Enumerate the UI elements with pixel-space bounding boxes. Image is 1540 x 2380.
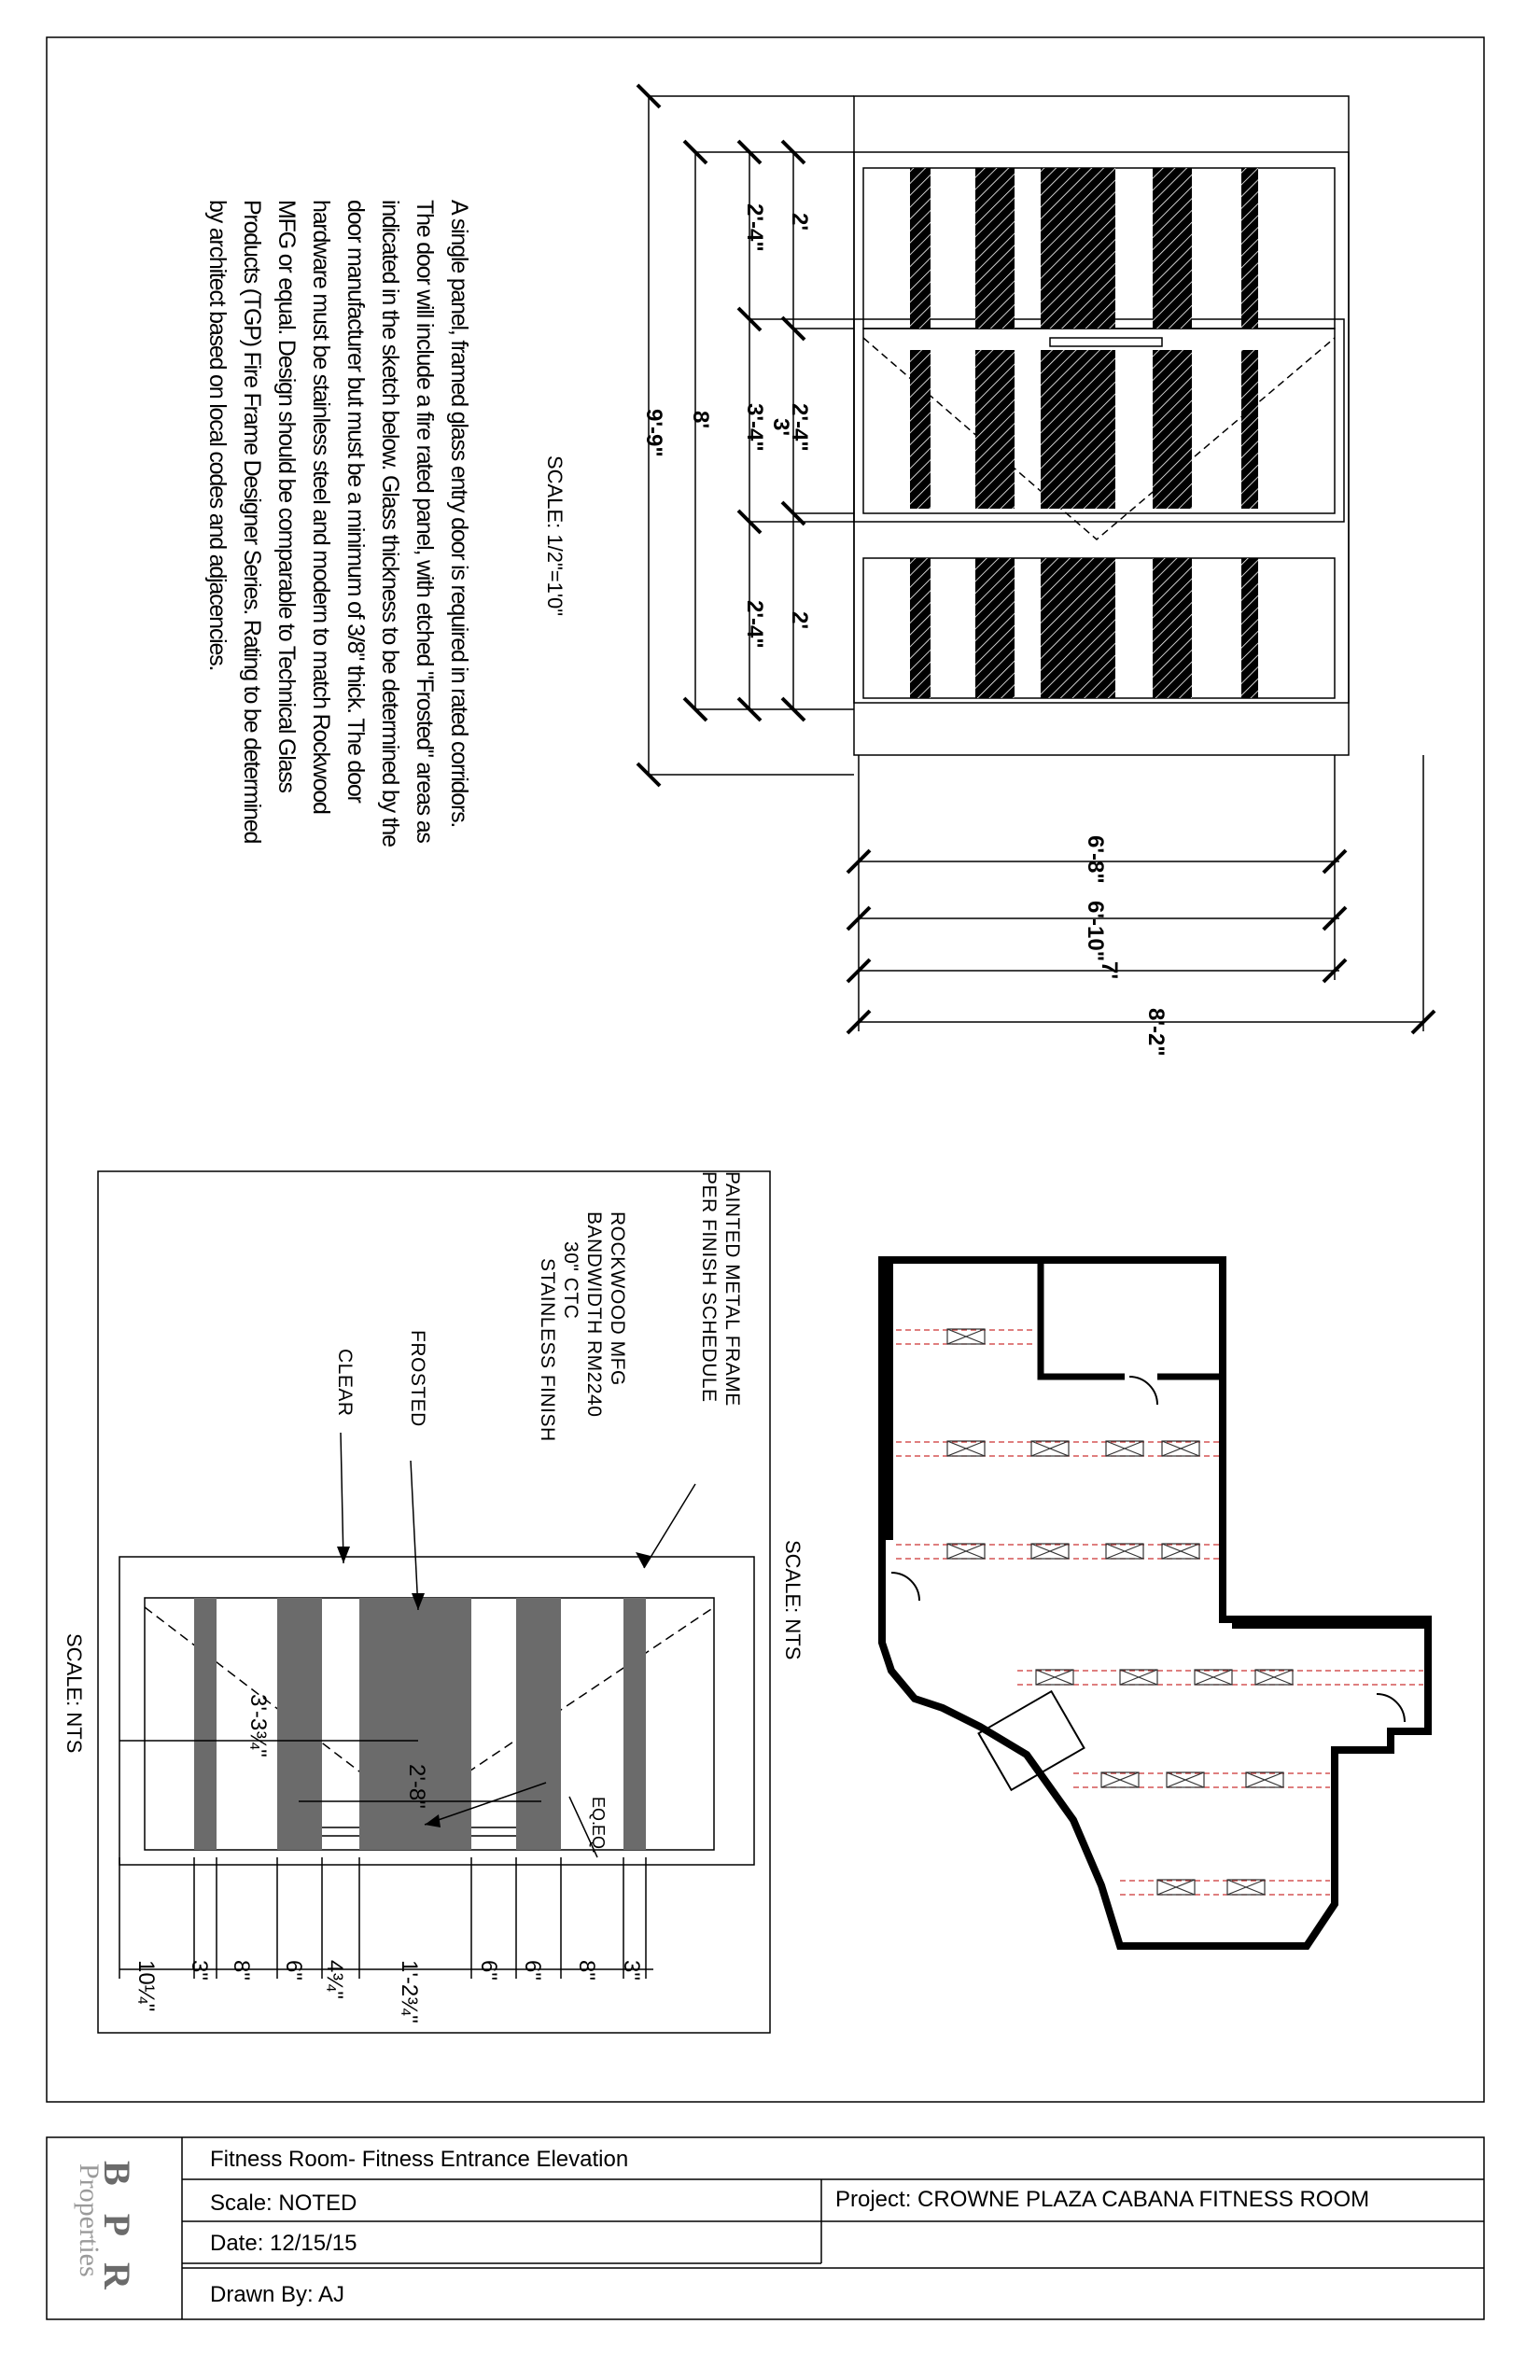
- dim-side-left-glass: 2': [787, 213, 812, 231]
- title-block-scale: Scale: NOTED: [210, 2191, 357, 2216]
- detail-scale-top: SCALE: NTS: [781, 1540, 805, 1660]
- title-block-project: Project: CROWNE PLAZA CABANA FITNESS ROOM: [835, 2187, 1370, 2212]
- label-clear: CLEAR: [334, 1349, 356, 1417]
- dim-center-width: 8': [688, 411, 713, 429]
- elevation-scale: SCALE: 1/2"=1'0": [543, 455, 567, 617]
- dim-eq-2: EQ.: [589, 1825, 608, 1855]
- label-frame-line-1: PAINTED METAL FRAME: [721, 1171, 743, 1407]
- stripe-dim-4: 6": [281, 1960, 306, 1981]
- dim-center-glass-outer: 2'-4": [787, 403, 812, 452]
- dim-side-right-glass: 2': [787, 611, 812, 630]
- stripe-dim-3: 8": [229, 1960, 254, 1981]
- detail-scale-bottom: SCALE: NTS: [63, 1633, 86, 1754]
- stripe-dim-2: 3": [187, 1960, 212, 1981]
- dim-overall-width: 9'-9": [641, 409, 666, 457]
- dim-height-3: 7': [1097, 961, 1122, 980]
- dim-pull-length: 2'-8": [404, 1764, 429, 1809]
- logo-word: Properties: [74, 2163, 105, 2277]
- label-pull-line-3: 30" CTC: [560, 1241, 581, 1320]
- title-block-date: Date: 12/15/15: [210, 2231, 357, 2256]
- dim-pull-height: 3'-3¾": [245, 1694, 271, 1757]
- label-pull-line-1: ROCKWOOD MFG: [607, 1211, 628, 1386]
- dim-side-left: 2'-4": [742, 203, 767, 252]
- title-block-title: Fitness Room- Fitness Entrance Elevation: [210, 2147, 629, 2172]
- label-frame-line-2: PER FINISH SCHEDULE: [698, 1171, 720, 1403]
- label-frosted: FROSTED: [407, 1330, 428, 1427]
- dim-center-panel: 3'-4": [742, 403, 767, 452]
- dim-height-2: 6'-10": [1083, 901, 1108, 962]
- stripe-dim-5: 4¾": [322, 1960, 347, 1999]
- stripe-dim-8: 6": [520, 1960, 545, 1981]
- stripe-dim-6: 1'-2¾": [397, 1960, 422, 2023]
- dim-center-glass-inner: 3': [768, 418, 793, 437]
- stripe-dim-10: 3": [619, 1960, 644, 1981]
- dim-height-4: 8'-2": [1143, 1008, 1169, 1057]
- dim-height-1: 6'-8": [1083, 835, 1108, 884]
- stripe-dim-9: 8": [574, 1960, 599, 1981]
- dim-side-right: 2'-4": [742, 600, 767, 649]
- title-block-drawn-by: Drawn By: AJ: [210, 2282, 345, 2307]
- logo-letters: B P R: [96, 2161, 138, 2299]
- stripe-dim-7: 6": [476, 1960, 501, 1981]
- label-pull-line-2: BANDWIDTH RM2240: [583, 1211, 605, 1418]
- label-pull-line-4: STAINLESS FINISH: [537, 1258, 558, 1442]
- specification-note-text: A single panel, framed glass entry door is required in rated corridors. The door will include a fire rated panel, with etched "Frosted" areas as indicated in the sketch below. Glass thickness to be determined by the door manufacturer but must be a minimum of 3/8" thick. The door hardware must be stainless steel and modern to match Rockwood MFG or equal. Design should be comparable to Technical Glass Products (TGP) Fire Frame Designer Series. Rating to be determined by architect based on local codes and adjacencies.: [204, 200, 472, 847]
- dim-eq-1: EQ.: [589, 1797, 608, 1827]
- stripe-dim-1: 10¼": [133, 1960, 159, 2012]
